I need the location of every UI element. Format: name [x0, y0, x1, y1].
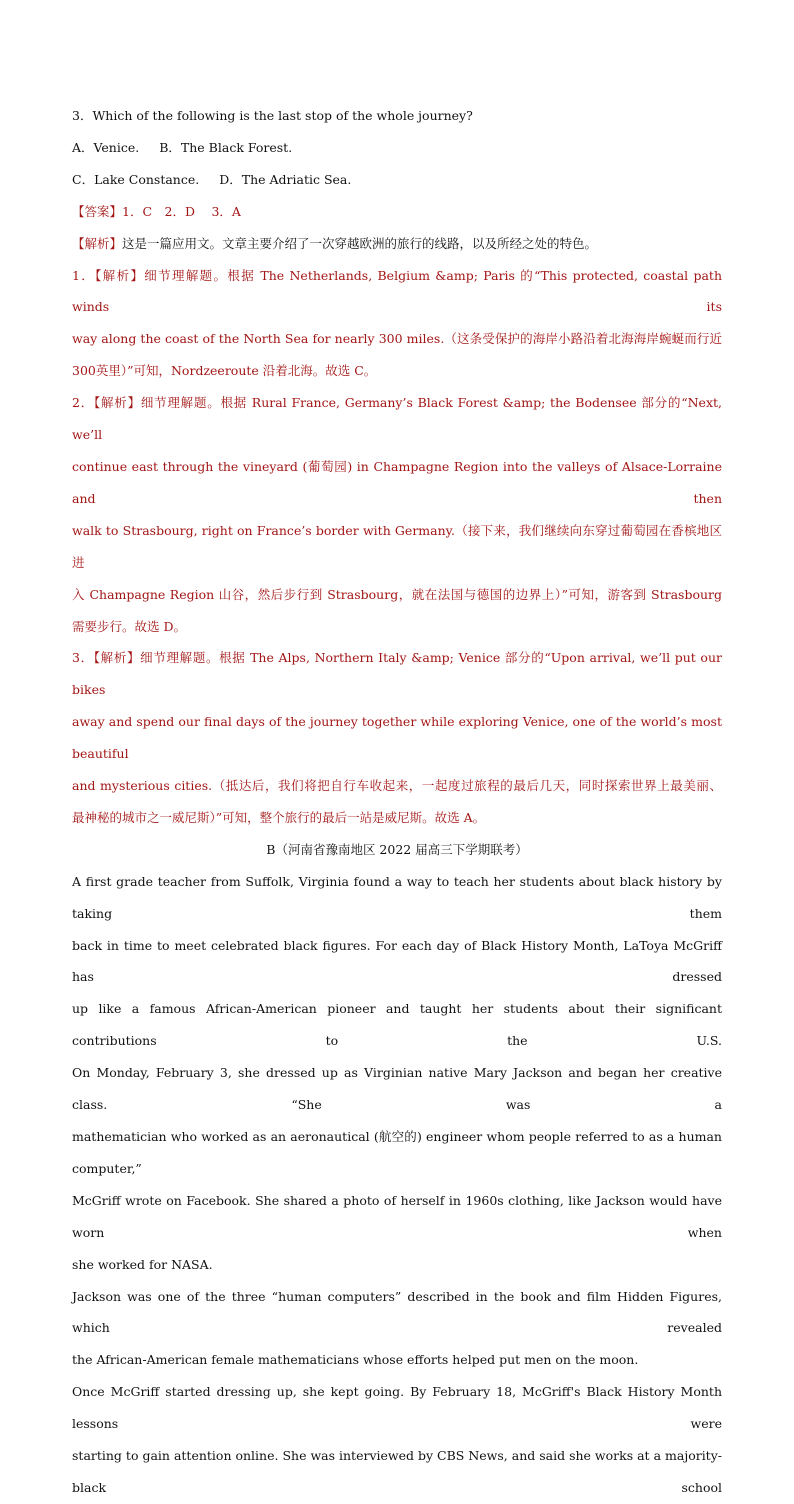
- analysis-item-1-line: way along the coast of the North Sea for nearly 300 miles.（这条受保护的海岸小路沿着北海海岸蜿蜒而行近: [72, 331, 722, 347]
- option-a: A．Venice.: [72, 139, 140, 155]
- passage-line: she worked for NASA.: [72, 1256, 213, 1272]
- analysis-item-1-line: 1．【解析】细节理解题。根据 The Netherlands, Belgium &amp; Paris 的“This protected, coastal path winds its: [72, 267, 722, 315]
- passage-line: A first grade teacher from Suffolk, Virginia found a way to teach her students about black history by taking them: [72, 873, 722, 921]
- analysis-intro: 这是一篇应用文。文章主要介绍了一次穿越欧洲的旅行的线路，以及所经之处的特色。: [122, 235, 598, 251]
- analysis-tag: 【解析】: [72, 235, 123, 251]
- analysis-item-2-line: walk to Strasbourg, right on France’s border with Germany.（接下来，我们继续向东穿过葡萄园在香槟地区进: [72, 522, 722, 570]
- answer-text: 1．C 2．D 3．A: [122, 203, 241, 219]
- analysis-item-1: [72, 260, 722, 388]
- analysis-item-2-line: continue east through the vineyard (葡萄园) in Champagne Region into the valleys of Alsace-Lorraine and then: [72, 458, 722, 506]
- passage-line: Once McGriff started dressing up, she kept going. By February 18, McGriff's Black History Month lessons were: [72, 1384, 722, 1432]
- passage-line: mathematician who worked as an aeronautical (航空的) engineer whom people referred to as a human computer,”: [72, 1129, 722, 1176]
- question-3-options-cd: [72, 164, 722, 196]
- analysis-item-3: [72, 642, 722, 833]
- option-b: B．The Black Forest.: [159, 139, 293, 155]
- analysis-item-2-line: 入 Champagne Region 山谷，然后步行到 Strasbourg，就在法国与德国的边界上）”可知，游客到 Strasbourg: [72, 586, 722, 602]
- passage-line: Jackson was one of the three “human computers” described in the book and film Hidden Figures, which revealed: [72, 1288, 722, 1336]
- question-3-options-ab: [72, 132, 722, 164]
- analysis-item-2: [72, 387, 722, 642]
- passage-line: starting to gain attention online. She was interviewed by CBS News, and said she works at a majority-black school: [72, 1448, 722, 1495]
- analysis-item-2-line: 2．【解析】细节理解题。根据 Rural France, Germany’s Black Forest &amp; the Bodensee 部分的“Next, we’ll: [72, 395, 722, 443]
- analysis-item-3-line: away and spend our final days of the journey together while exploring Venice, one of the world’s most beautiful: [72, 714, 722, 762]
- question-3-stem: 3．Which of the following is the last stop of the whole journey?: [72, 108, 473, 123]
- analysis-item-3-line: and mysterious cities.（抵达后，我们将把自行车收起来，一起度过旅程的最后几天，同时探索世界上最美丽、: [72, 778, 722, 794]
- passage-b-paragraph-1: [72, 866, 722, 1281]
- passage-line: the African-American female mathematicians whose efforts helped put men on the moon.: [72, 1352, 639, 1368]
- answer-tag: 【答案】: [72, 203, 123, 219]
- answer-line: [72, 196, 722, 228]
- section-b-heading: B（河南省豫南地区 2022 届高三下学期联考）: [266, 841, 528, 857]
- passage-line: McGriff wrote on Facebook. She shared a photo of herself in 1960s clothing, like Jackson would have worn when: [72, 1192, 722, 1240]
- passage-b-paragraph-3: [72, 1376, 722, 1504]
- analysis-item-2-line: 需要步行。故选 D。: [72, 618, 186, 634]
- passage-line: On Monday, February 3, she dressed up as Virginian native Mary Jackson and began her creative class. “She was a: [72, 1065, 722, 1113]
- option-d: D．The Adriatic Sea.: [219, 171, 352, 187]
- option-c: C．Lake Constance.: [72, 171, 200, 187]
- passage-line: back in time to meet celebrated black figures. For each day of Black History Month, LaToya McGriff has dressed: [72, 937, 722, 985]
- passage-b-paragraph-2: [72, 1281, 722, 1377]
- analysis-item-1-line: 300英里）”可知，Nordzeeroute 沿着北海。故选 C。: [72, 363, 377, 379]
- analysis-item-3-line: 最神秘的城市之一威尼斯）”可知，整个旅行的最后一站是威尼斯。故选 A。: [72, 809, 486, 825]
- document-page: [72, 100, 722, 1504]
- analysis-intro-line: [72, 228, 722, 260]
- analysis-item-3-line: 3．【解析】细节理解题。根据 The Alps, Northern Italy &amp; Venice 部分的“Upon arrival, we’ll put our bikes: [72, 650, 722, 698]
- passage-line: up like a famous African-American pioneer and taught her students about their significant contributions to the U.S.: [72, 1001, 722, 1049]
